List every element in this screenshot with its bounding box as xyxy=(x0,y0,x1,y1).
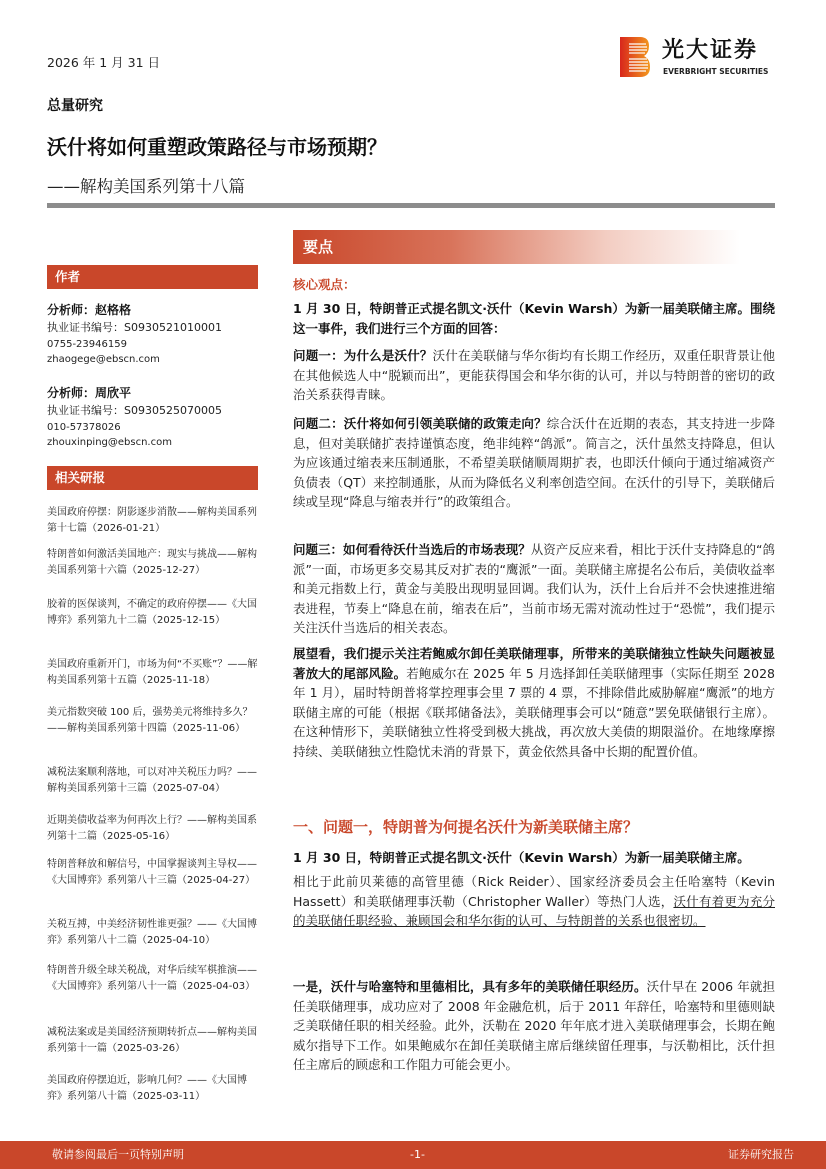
question-two-heading: 问题二：沃什将如何引领美联储的政策走向？ xyxy=(293,416,547,431)
point-one-heading: 一是，沃什与哈塞特和里德相比，具有多年的美联储任职经历。 xyxy=(293,979,647,994)
outlook-heading: 展望看，我们提示关注若鲍威尔卸任美联储理事，所带来的美联储独立性缺失问题被显著放大的尾部风险。 xyxy=(293,646,775,681)
section-one-title: 一、问题一，特朗普为何提名沃什为新美联储主席？ xyxy=(293,818,639,836)
question-two-text: 综合沃什在近期的表态，其支持进一步降息，但对美联储扩表持谨慎态度，绝非纯粹“鸽派”。简言之，沃什虽然支持降息，但认为应该通过缩表来压制通胀，不希望美联储顺周期扩表，也即沃什倾向于通过缩减资产负债表（QT）来控制通胀，从而为降低名义利率创造空间。在沃什的引导下，美联储后续或呈现“降息与缩表并行”的政策组合。 xyxy=(293,416,775,509)
authors-header: 作者 xyxy=(47,265,258,289)
analyst-phone: 0755-23946159 xyxy=(47,339,127,350)
outlook-text: 若鲍威尔在 2025 年 5 月选择卸任美联储理事（实际任期至 2028 年 1 月），届时特朗普将掌控理事会里 7 票的 4 票，不排除借此威胁解雇“鹰派”的地方联储主席的可能（根据《联邦储备法》，美联储理事会可以“随意”罢免联储银行主席）。在这种情形下，美联储独立性将受到极大挑战，再次放大美债的期限溢价。在地缘摩擦持续、美联储独立性隐忧未消的背景下，黄金依然具备中长期的配置价值。 xyxy=(293,665,775,759)
question-two-paragraph xyxy=(293,414,775,512)
question-one-text: 沃什在美联储与华尔街均有长期工作经历，双重任职背景让他在其他候选人中“脱颖而出”，更能获得国会和华尔街的认可，并以与特朗普的密切的政治关系获得青睐。 xyxy=(293,348,775,402)
related-report-item[interactable]: 减税法案顺利落地，可以对冲关税压力吗？——解构美国系列第十三篇（2025-07-04） xyxy=(47,767,257,794)
related-report-item[interactable]: 减税法案或是美国经济预期转折点——解构美国系列第十一篇（2025-03-26） xyxy=(47,1027,257,1054)
section-one-text: 相比于此前贝莱德的高管里德（Rick Reider）、国家经济委员会主任哈塞特（Kevin Hassett）和美联储理事沃勒（Christopher Waller）等热门人选， xyxy=(293,874,775,909)
question-three-heading: 问题三：如何看待沃什当选后的市场表现？ xyxy=(293,542,531,557)
question-one-heading: 问题一：为什么是沃什？ xyxy=(293,348,433,363)
outlook-paragraph xyxy=(293,644,775,761)
report-date: 2026 年 1 月 31 日 xyxy=(47,55,161,70)
page-footer xyxy=(0,1141,826,1169)
analyst-license: 执业证书编号：S0930525070005 xyxy=(47,404,222,417)
question-one-paragraph xyxy=(293,346,775,405)
related-report-item[interactable]: 美国政府停摆：阴影逐步消散——解构美国系列第十七篇（2026-01-21） xyxy=(47,507,257,534)
core-view-label: 核心观点： xyxy=(293,277,356,292)
point-one-text: 沃什早在 2006 年就担任美联储理事，成功应对了 2008 年金融危机，后于 2011 年辞任，哈塞特和里德则缺乏美联储任职的相关经验。此外，沃勒在 2020 年年底才进入美联储理事会，长期在鲍威尔指导下工作。如果鲍威尔在卸任美联储主席后继续留任理事，与沃勒相比，沃什担任主席后的顾虑和工作阻力可能会更小。 xyxy=(293,979,775,1072)
page-subtitle: ——解构美国系列第十八篇 xyxy=(47,177,245,196)
analyst-card xyxy=(47,385,258,450)
related-report-item[interactable]: 美元指数突破 100 后，强势美元将维持多久？——解构美国系列第十四篇（2025-11-06） xyxy=(47,707,253,734)
related-report-item[interactable]: 近期美债收益率为何再次上行？——解构美国系列第十二篇（2025-05-16） xyxy=(47,815,257,842)
logo-name-en: EVERBRIGHT SECURITIES xyxy=(663,67,769,76)
related-report-item[interactable]: 美国政府重新开门，市场为何“不买账”？——解构美国系列第十五篇（2025-11-18） xyxy=(47,659,258,686)
page-number: -1- xyxy=(410,1148,425,1161)
summary-lead: 1 月 30 日，特朗普正式提名凯文·沃什（Kevin Warsh）为新一届美联储主席。围绕这一事件，我们进行三个方面的回答： xyxy=(293,301,775,336)
report-category: 总量研究 xyxy=(47,98,103,114)
logo-name-cn: 光大证券 xyxy=(662,38,759,63)
question-three-text: 从资产反应来看，相比于沃什支持降息的“鸽派”一面，市场更多交易其反对扩表的“鹰派”一面。美联储主席提名公布后，美债收益率和美元指数上行，黄金与美股出现明显回调。我们认为，沃什上台后并不会快速推进缩表进程，节奏上“降息在前，缩表在后”，当前市场无需对流动性过于“恐慌”，我们提示关注沃什当选后的相关表态。 xyxy=(293,542,775,635)
related-report-item[interactable]: 特朗普释放和解信号，中国掌握谈判主导权——《大国博弈》系列第八十三篇（2025-04-27） xyxy=(47,859,257,886)
key-points-header: 要点 xyxy=(293,230,740,264)
analyst-license: 执业证书编号：S0930521010001 xyxy=(47,321,222,334)
related-report-item[interactable]: 特朗普如何激活美国地产：现实与挑战——解构美国系列第十六篇（2025-12-27） xyxy=(47,549,257,576)
analyst-name: 分析师：赵格格 xyxy=(47,303,132,317)
analyst-email[interactable]: zhouxinping@ebscn.com xyxy=(47,437,172,448)
page-title: 沃什将如何重塑政策路径与市场预期？ xyxy=(47,135,387,159)
footer-disclaimer: 敬请参阅最后一页特别声明 xyxy=(52,1148,184,1161)
analyst-email[interactable]: zhaogege@ebscn.com xyxy=(47,354,160,365)
related-report-item[interactable]: 胶着的医保谈判，不确定的政府停摆——《大国博弈》系列第九十二篇（2025-12-15） xyxy=(47,599,257,626)
related-reports-header: 相关研报 xyxy=(47,466,258,490)
point-one-paragraph xyxy=(293,977,775,1075)
header-divider xyxy=(47,203,775,208)
section-one-lead: 1 月 30 日，特朗普正式提名凯文·沃什（Kevin Warsh）为新一届美联储主席。 xyxy=(293,850,750,865)
question-three-paragraph xyxy=(293,540,775,638)
analyst-phone: 010-57378026 xyxy=(47,422,121,433)
section-one-underlined-text: 沃什有着更为充分的美联储任职经验、兼顾国会和华尔街的认可、与特朗普的关系也很密切。 xyxy=(293,893,775,928)
company-logo xyxy=(620,37,780,79)
everbright-b-logo-icon xyxy=(620,37,650,77)
analyst-name: 分析师：周欣平 xyxy=(47,386,132,400)
related-report-item[interactable]: 特朗普升级全球关税战，对华后续军棋推演——《大国博弈》系列第八十一篇（2025-04-03） xyxy=(47,965,257,992)
related-report-item[interactable]: 美国政府停摆迫近，影响几何？——《大国博弈》系列第八十篇（2025-03-11） xyxy=(47,1075,247,1102)
analyst-card xyxy=(47,302,258,367)
section-one-paragraph xyxy=(293,872,775,931)
related-report-item[interactable]: 关税互搏，中美经济韧性谁更强？——《大国博弈》系列第八十二篇（2025-04-10） xyxy=(47,919,257,946)
footer-report-type: 证券研究报告 xyxy=(728,1148,794,1161)
